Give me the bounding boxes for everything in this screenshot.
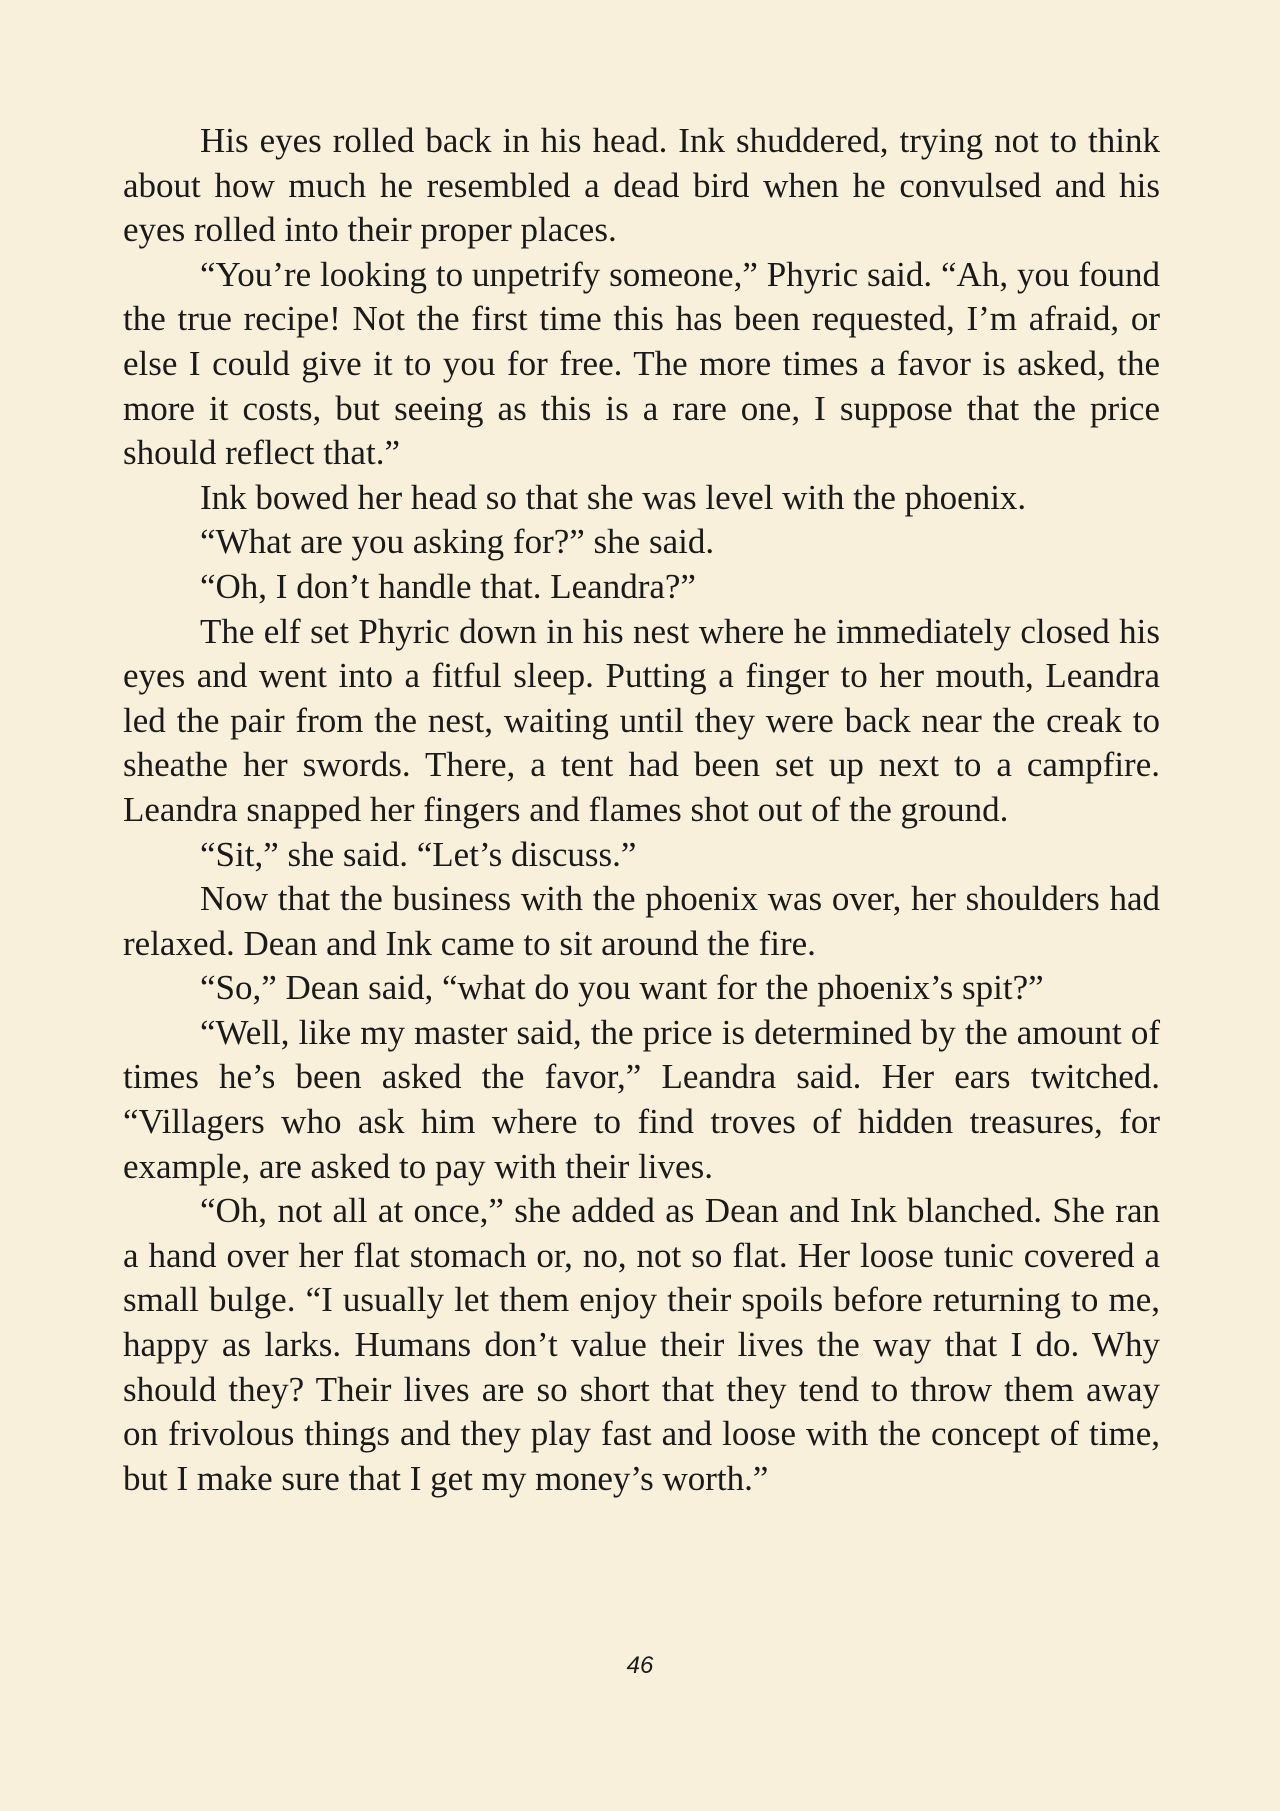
paragraph: “Oh, I don’t handle that. Leandra?”: [200, 566, 696, 606]
paragraph: Now that the business with the phoenix was over, her shoulders had relaxed. Dean and Ink came to sit around the fire.: [123, 879, 1160, 963]
paragraph: “You’re looking to unpetrify someone,” Phyric said. “Ah, you found the true recipe! Not the first time this has been requested, I’m afraid, or else I could give it to you for free. The more times a favor is asked, the more it costs, but seeing as this is a rare one, I suppose that the price should reflect that.”: [123, 254, 1160, 473]
paragraph: Ink bowed her head so that she was level with the phoenix.: [200, 477, 1027, 517]
paragraph: “Sit,” she said. “Let’s discuss.”: [200, 834, 637, 874]
paragraph: The elf set Phyric down in his nest where he immediately closed his eyes and went into a fitful sleep. Putting a finger to her mouth, Leandra led the pair from the nest, waiting until they were back near the creak to sheathe her swords. There, a tent had been set up next to a campfire. Leandra snapped her fingers and flames shot out of the ground.: [123, 611, 1160, 829]
paragraph: “Well, like my master said, the price is determined by the amount of times he’s been asked the favor,” Leandra said. Her ears twitched. “Villagers who ask him where to find troves of hidden treasures, for example, are asked to pay with their lives.: [123, 1012, 1160, 1186]
page-body: [123, 119, 1160, 1501]
paragraph: His eyes rolled back in his head. Ink shuddered, trying not to think about how much he resembled a dead bird when he convulsed and his eyes rolled into their proper places.: [123, 121, 1160, 250]
paragraph: “Oh, not all at once,” she added as Dean and Ink blanched. She ran a hand over her flat stomach or, no, not so flat. Her loose tunic covered a small bulge. “I usually let them enjoy their spoils before returning to me, happy as larks. Humans don’t value their lives the way that I do. Why should they? Their lives are so short that they tend to throw them away on frivolous things and they play fast and loose with the concept of time, but I make sure that I get my money’s worth.”: [123, 1191, 1160, 1498]
paragraph: “What are you asking for?” she said.: [200, 522, 715, 562]
paragraph: “So,” Dean said, “what do you want for the phoenix’s spit?”: [200, 968, 1044, 1008]
page-number: 46: [626, 1652, 654, 1679]
